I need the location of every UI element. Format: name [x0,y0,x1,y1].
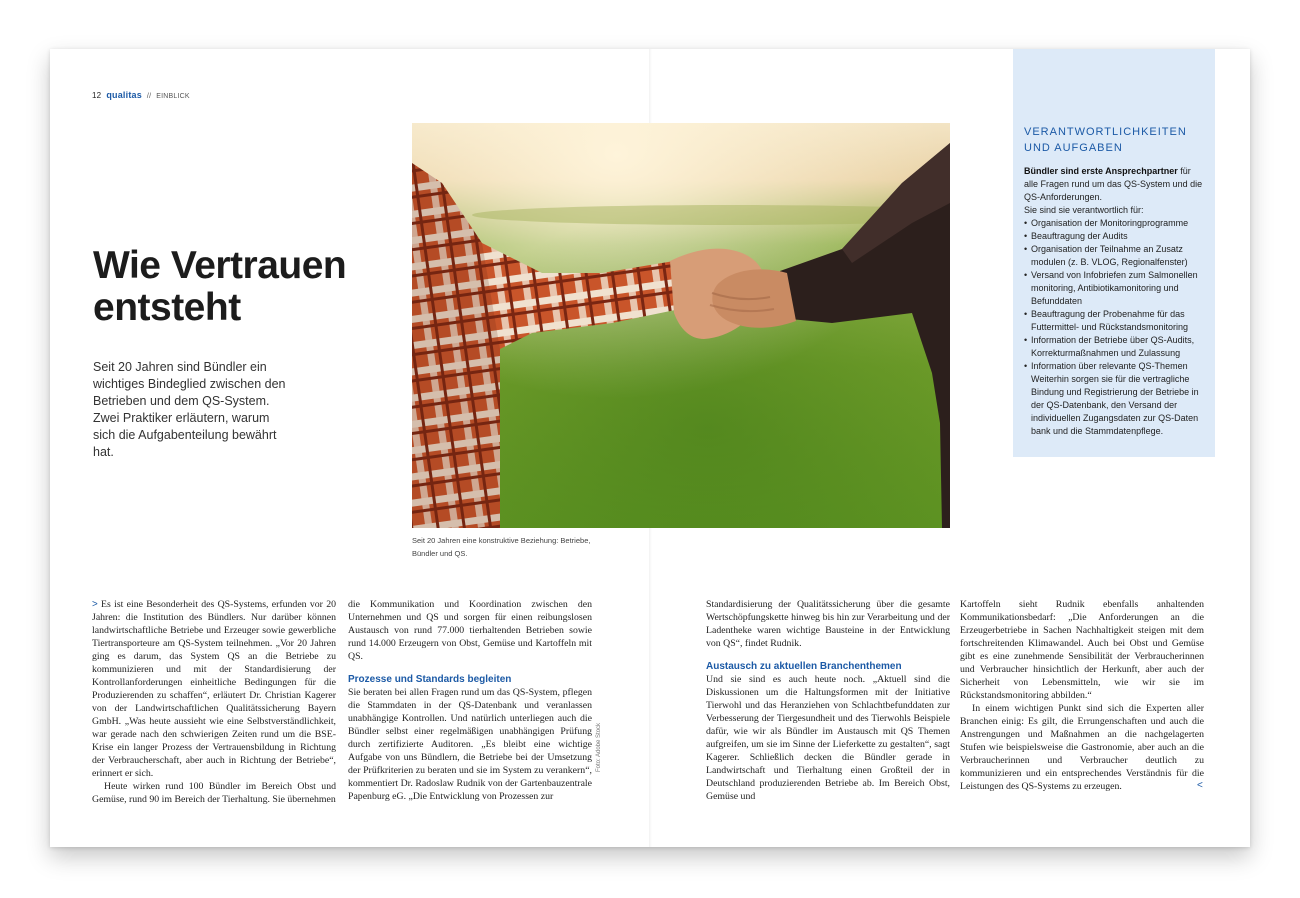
body-paragraph: In einem wichtigen Punkt sind sich die Experten aller Branchen einig: Es gilt, die Errungenschaften und auch die Anstrengungen und Maßnahmen an die nachgelagerten Stufen wie beispielsweise die Gastronomie, aber auch an die Verbraucherinnen und Verbraucher deutlich zu kommunizieren und ein entsprechendes Verständnis für die Leistungen des QS-Systems zu erzeugen. [960,703,1204,792]
info-box-list [1024,217,1205,438]
body-column-1 [92,598,336,806]
article-start-marker: > [92,599,98,610]
info-box-item: • Versand von Infobriefen zum Salmonellen monitoring, Antibiotikamonitoring und Befunddaten [1024,269,1205,308]
photo-caption: Seit 20 Jahren eine konstruktive Beziehung: Betriebe, Bündler und QS. [412,536,591,558]
info-box-intro-bold: Bündler sind erste Ansprechpartner [1024,166,1178,176]
info-box [1013,49,1215,457]
body-column-2 [348,598,592,803]
info-box-item: • Information über relevante QS-Themen Weiterhin sorgen sie für die vertragliche Bindung und Registrierung der Betriebe in der QS-Datenbank, den Versand der individuellen Zugangsdaten zur QS-Daten bank und die Stammdatenpflege. [1024,360,1205,438]
magazine-spread [50,49,1250,847]
body-paragraph: Heute wirken rund 100 Bündler im Bereich Obst und Gemüse, rund 90 im Bereich der Tierhaltung. Sie übernehmen [92,781,336,805]
info-box-item: • Beauftragung der Audits [1024,230,1205,243]
left-page-header [92,90,190,100]
body-paragraph: Und sie sind es auch heute noch. „Aktuell sind die Diskussionen um die Haltungsformen mit der Initiative Tierwohl und das Heranziehen von Schlachtbefunddaten zur Verbesserung der Tiergesundheit und des Tierwohls Beispiele dafür, wie wir als Bündler im Austausch mit QS Themen aufgreifen, um sie im Sinne der Lieferkette zu gestalten“, sagt Kagerer. Schließlich decken die Bündler gerade in Landwirtschaft und Tierhaltung einen Großteil der in Deutschland produzierenden Betriebe ab. Im Bereich Obst, Gemüse und [706,674,950,802]
subheading: Prozesse und Standards begleiten [348,674,512,685]
info-box-item: • Organisation der Monitoringprogramme [1024,217,1205,230]
left-header-separator: // [146,93,152,100]
body-paragraph: Standardisierung der Qualitätssicherung über die gesamte Wertschöpfungskette hinweg bis hin zur Verarbeitung und der Ladentheke waren wichtige Bausteine in der Entwicklung von QS“, findet Rudnik. [706,599,950,649]
left-magazine-name: qualitas [106,90,142,100]
info-box-item: • Beauftragung der Probenahme für das Futtermittel- und Rückstandsmonitoring [1024,308,1205,334]
info-box-heading: VERANTWORTLICHKEITEN UND AUFGABEN [1024,126,1187,154]
body-column-3 [706,598,950,803]
body-column-4 [960,598,1204,793]
body-text: Es ist eine Besonderheit des QS-Systems, erfunden vor 20 Jahren: die Institution des Bündlers. Nur darüber können landwirtschaftliche Betriebe und Erzeuger sowie gewerbliche Tiertransporteure am QS-System teilnehmen. „Vor 20 Jahren ging es darum, das System QS an die Betriebe zu kommunizieren und mit der Standardisierung der Kontrollanforderungen einheitliche Bedingungen für die Produzierenden zu schaffen“, erläutert Dr. Christian Kagerer von der Landwirtschaftlichen Qualitätssicherung Bayern GmbH. „Was heute aussieht wie eine Selbstverständlichkeit, war gerade nach den schwierigen Zeiten rund um die BSE-Krise ein langer Prozess der Vertrauensbildung in Richtung der Verbraucherschaft, aber auch in Richtung der Betriebe“, erinnert er sich. [92,599,336,779]
info-box-item: • Organisation der Teilnahme an Zusatz modulen (z. B. VLOG, Regionalfenster) [1024,243,1205,269]
article-end-marker: < [1197,780,1203,791]
left-section-name: EINBLICK [156,93,190,100]
body-paragraph: die Kommunikation und Koordination zwischen den Unternehmen und QS und sorgen für einen reibungslosen Austausch von rund 77.000 tierhaltenden Betrieben sowie rund 14.000 Erzeugern von Obst, Gemüse und Kartoffeln mit QS. [348,599,592,662]
info-box-intro-line2: Sie sind sie verantwortlich für: [1024,205,1144,215]
info-box-intro-rest: für alle Fragen rund um das QS-System und die QS-Anforderungen. [1024,166,1203,202]
body-paragraph: Kartoffeln sieht Rudnik ebenfalls anhaltenden Kommunikationsbedarf: „Die Anforderungen an die Erzeugerbetriebe in Sachen Nachhaltigkeit steigen mit dem fortschreitenden Klimawandel. Auch bei Obst und Gemüse gibt es eine zunehmende Sensibilität der Verbraucherinnen und Verbraucher hinsichtlich der Herkunft, aber auch der Sicherheit von Lebensmitteln, wie wir sie im Rückstandsmonitoring abbilden.“ [960,599,1204,701]
info-box-intro [1024,165,1205,204]
subheading: Austausch zu aktuellen Branchenthemen [706,661,902,672]
article-lead: Seit 20 Jahren sind Bündler ein wichtiges Bindeglied zwischen den Betrieben und dem QS-System. Zwei Praktiker erläutern, warum sich die Aufgabenteilung bewährt hat. [93,360,286,459]
left-page-number: 12 [92,91,102,100]
info-box-item: • Information der Betriebe über QS-Audits, Korrekturmaßnahmen und Zulassung [1024,334,1205,360]
article-title: Wie Vertrauen entsteht [93,244,347,329]
photo-credit: Foto: Adobe Stock [596,722,602,772]
body-paragraph: Sie beraten bei allen Fragen rund um das QS-System, pflegen die Stammdaten in der QS-Datenbank und veranlassen unabhängige Kontrollen. Und natürlich unterliegen auch die Bündler selbst einer regelmäßigen unabhängigen Prüfung durch zertifizierte Auditoren. „Es bleibt eine wichtige Aufgabe von uns Bündlern, die Betriebe bei der Umsetzung der Prüfkriterien zu beraten und sie im System zu verankern“, kommentiert Dr. Radoslaw Rudnik von der Gartenbauzentrale Papenburg eG. „Die Entwicklung von Prozessen zur [348,687,592,802]
body-paragraph [92,598,336,780]
handshake-photo [412,123,950,528]
